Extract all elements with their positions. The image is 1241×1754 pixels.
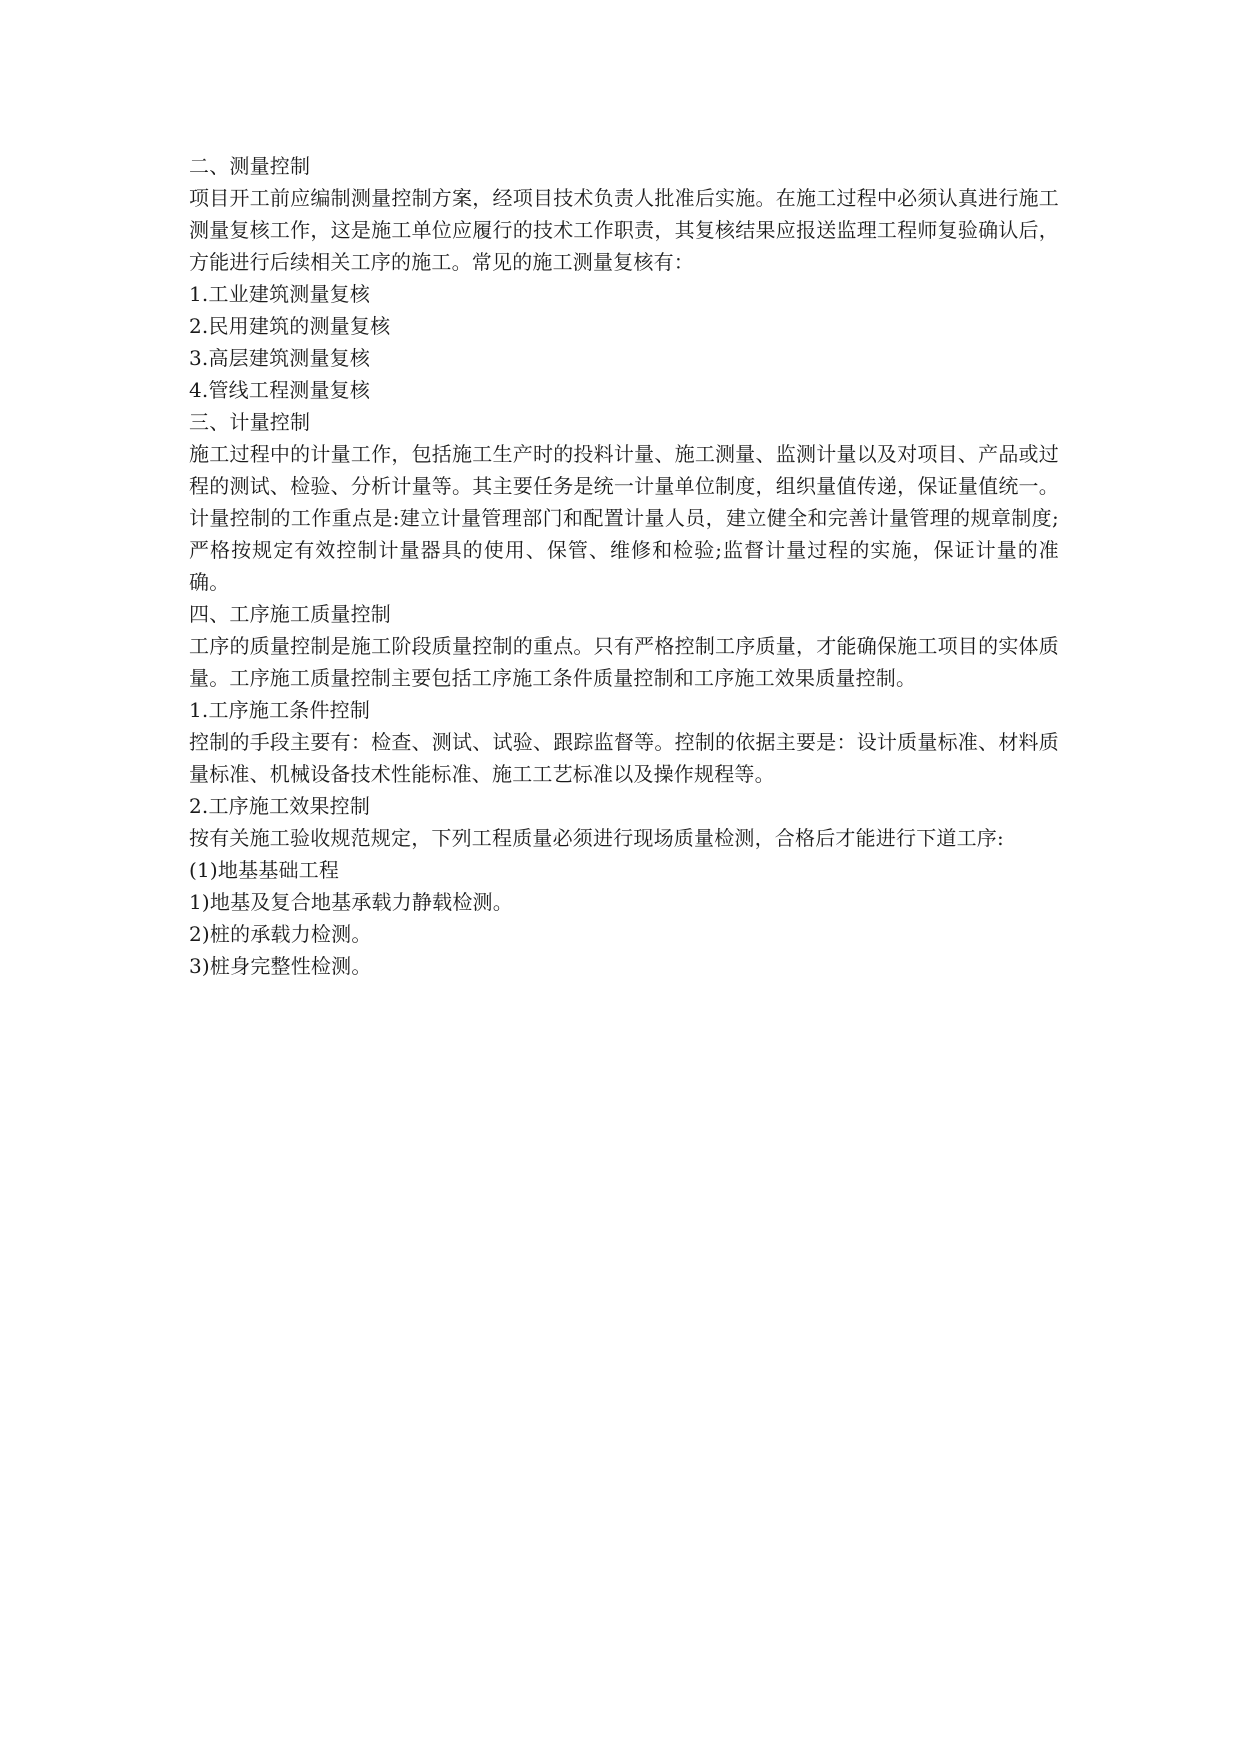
paragraph-effects: 按有关施工验收规范规定，下列工程质量必须进行现场质量检测，合格后才能进行下道工序: [189, 826, 1004, 850]
list-item: 3)桩身完整性检测。 [189, 954, 372, 978]
paragraph-measure: 项目开工前应编制测量控制方案，经项目技术负责人批准后实施。在施工过程中必须认真进行施工测量复核工作，这是施工单位应履行的技术工作职责，其复核结果应报送监理工程师复验确认后，方能进行后续相关工序的施工。常见的施工测量复核有： [189, 186, 1059, 274]
subsection-heading-conditions: 1.工序施工条件控制 [189, 698, 371, 722]
list-item: 2)桩的承载力检测。 [189, 922, 372, 946]
list-item: 1)地基及复合地基承载力静载检测。 [189, 890, 513, 914]
list-item: 3.高层建筑测量复核 [189, 346, 371, 370]
paragraph-conditions: 控制的手段主要有：检查、测试、试验、跟踪监督等。控制的依据主要是：设计质量标准、材料质量标准、机械设备技术性能标准、施工工艺标准以及操作规程等。 [189, 730, 1059, 786]
paragraph-process: 工序的质量控制是施工阶段质量控制的重点。只有严格控制工序质量，才能确保施工项目的实体质量。工序施工质量控制主要包括工序施工条件质量控制和工序施工效果质量控制。 [189, 634, 1059, 690]
list-item: 1.工业建筑测量复核 [189, 282, 371, 306]
subsection-heading-effects: 2.工序施工效果控制 [189, 794, 371, 818]
list-item: 2.民用建筑的测量复核 [189, 314, 391, 338]
paragraph-metering: 施工过程中的计量工作，包括施工生产时的投料计量、施工测量、监测计量以及对项目、产品或过程的测试、检验、分析计量等。其主要任务是统一计量单位制度，组织量值传递，保证量值统一。计量控制的工作重点是:建立计量管理部门和配置计量人员，建立健全和完善计量管理的规章制度;严格按规定有效控制计量器具的使用、保管、维修和检验;监督计量过程的实施，保证计量的准确。 [189, 442, 1059, 594]
section-heading-process: 四、工序施工质量控制 [189, 602, 391, 626]
subsection-heading-foundation: (1)地基基础工程 [189, 858, 340, 882]
document-body [189, 150, 1059, 982]
list-item: 4.管线工程测量复核 [189, 378, 371, 402]
section-heading-measure: 二、测量控制 [189, 154, 311, 178]
section-heading-metering: 三、计量控制 [189, 410, 311, 434]
